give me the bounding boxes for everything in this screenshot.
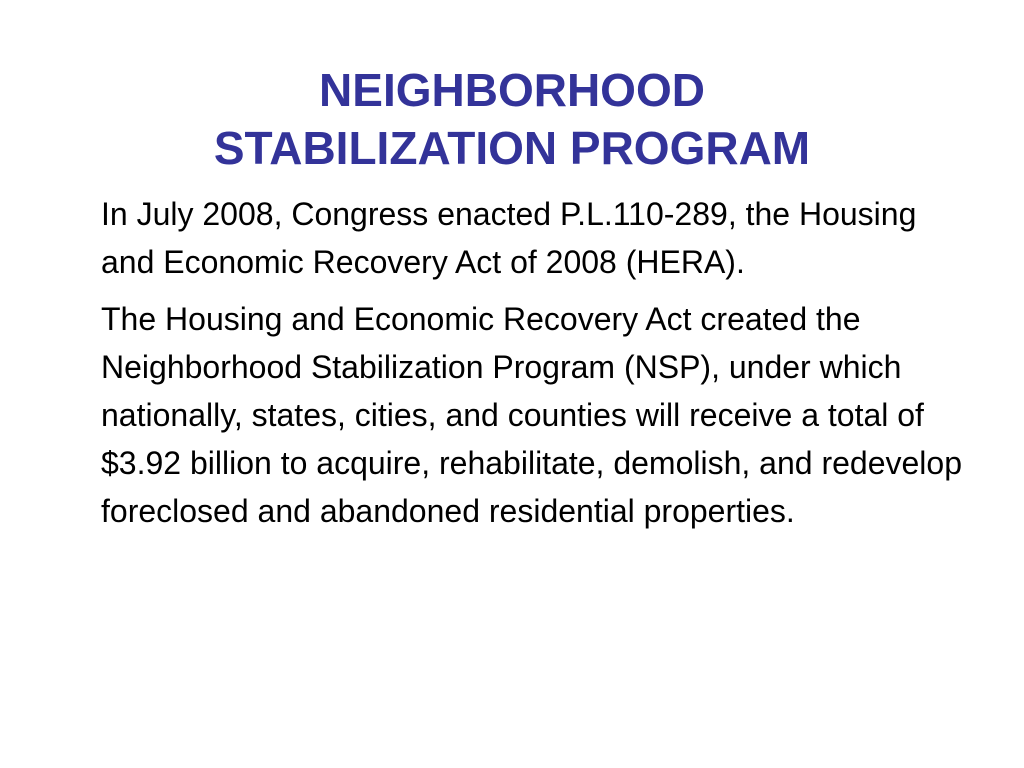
slide-title-line-2: STABILIZATION PROGRAM [213, 121, 811, 174]
body-paragraph-hera: In July 2008, Congress enacted P.L.110-289, the Housing and Economic Recovery Act of 2008 (HERA). [101, 196, 917, 280]
body-paragraph-nsp: The Housing and Economic Recovery Act created the Neighborhood Stabilization Program (NSP), under which nationally, states, cities, and counties will receive a total of $3.92 billion to acquire, rehabilitate, demolish, and redevelop foreclosed and abandoned residential properties. [101, 301, 962, 529]
slide-title [0, 61, 1024, 177]
slide-body [101, 190, 971, 544]
slide-title-line-1: NEIGHBORHOOD [319, 63, 705, 116]
